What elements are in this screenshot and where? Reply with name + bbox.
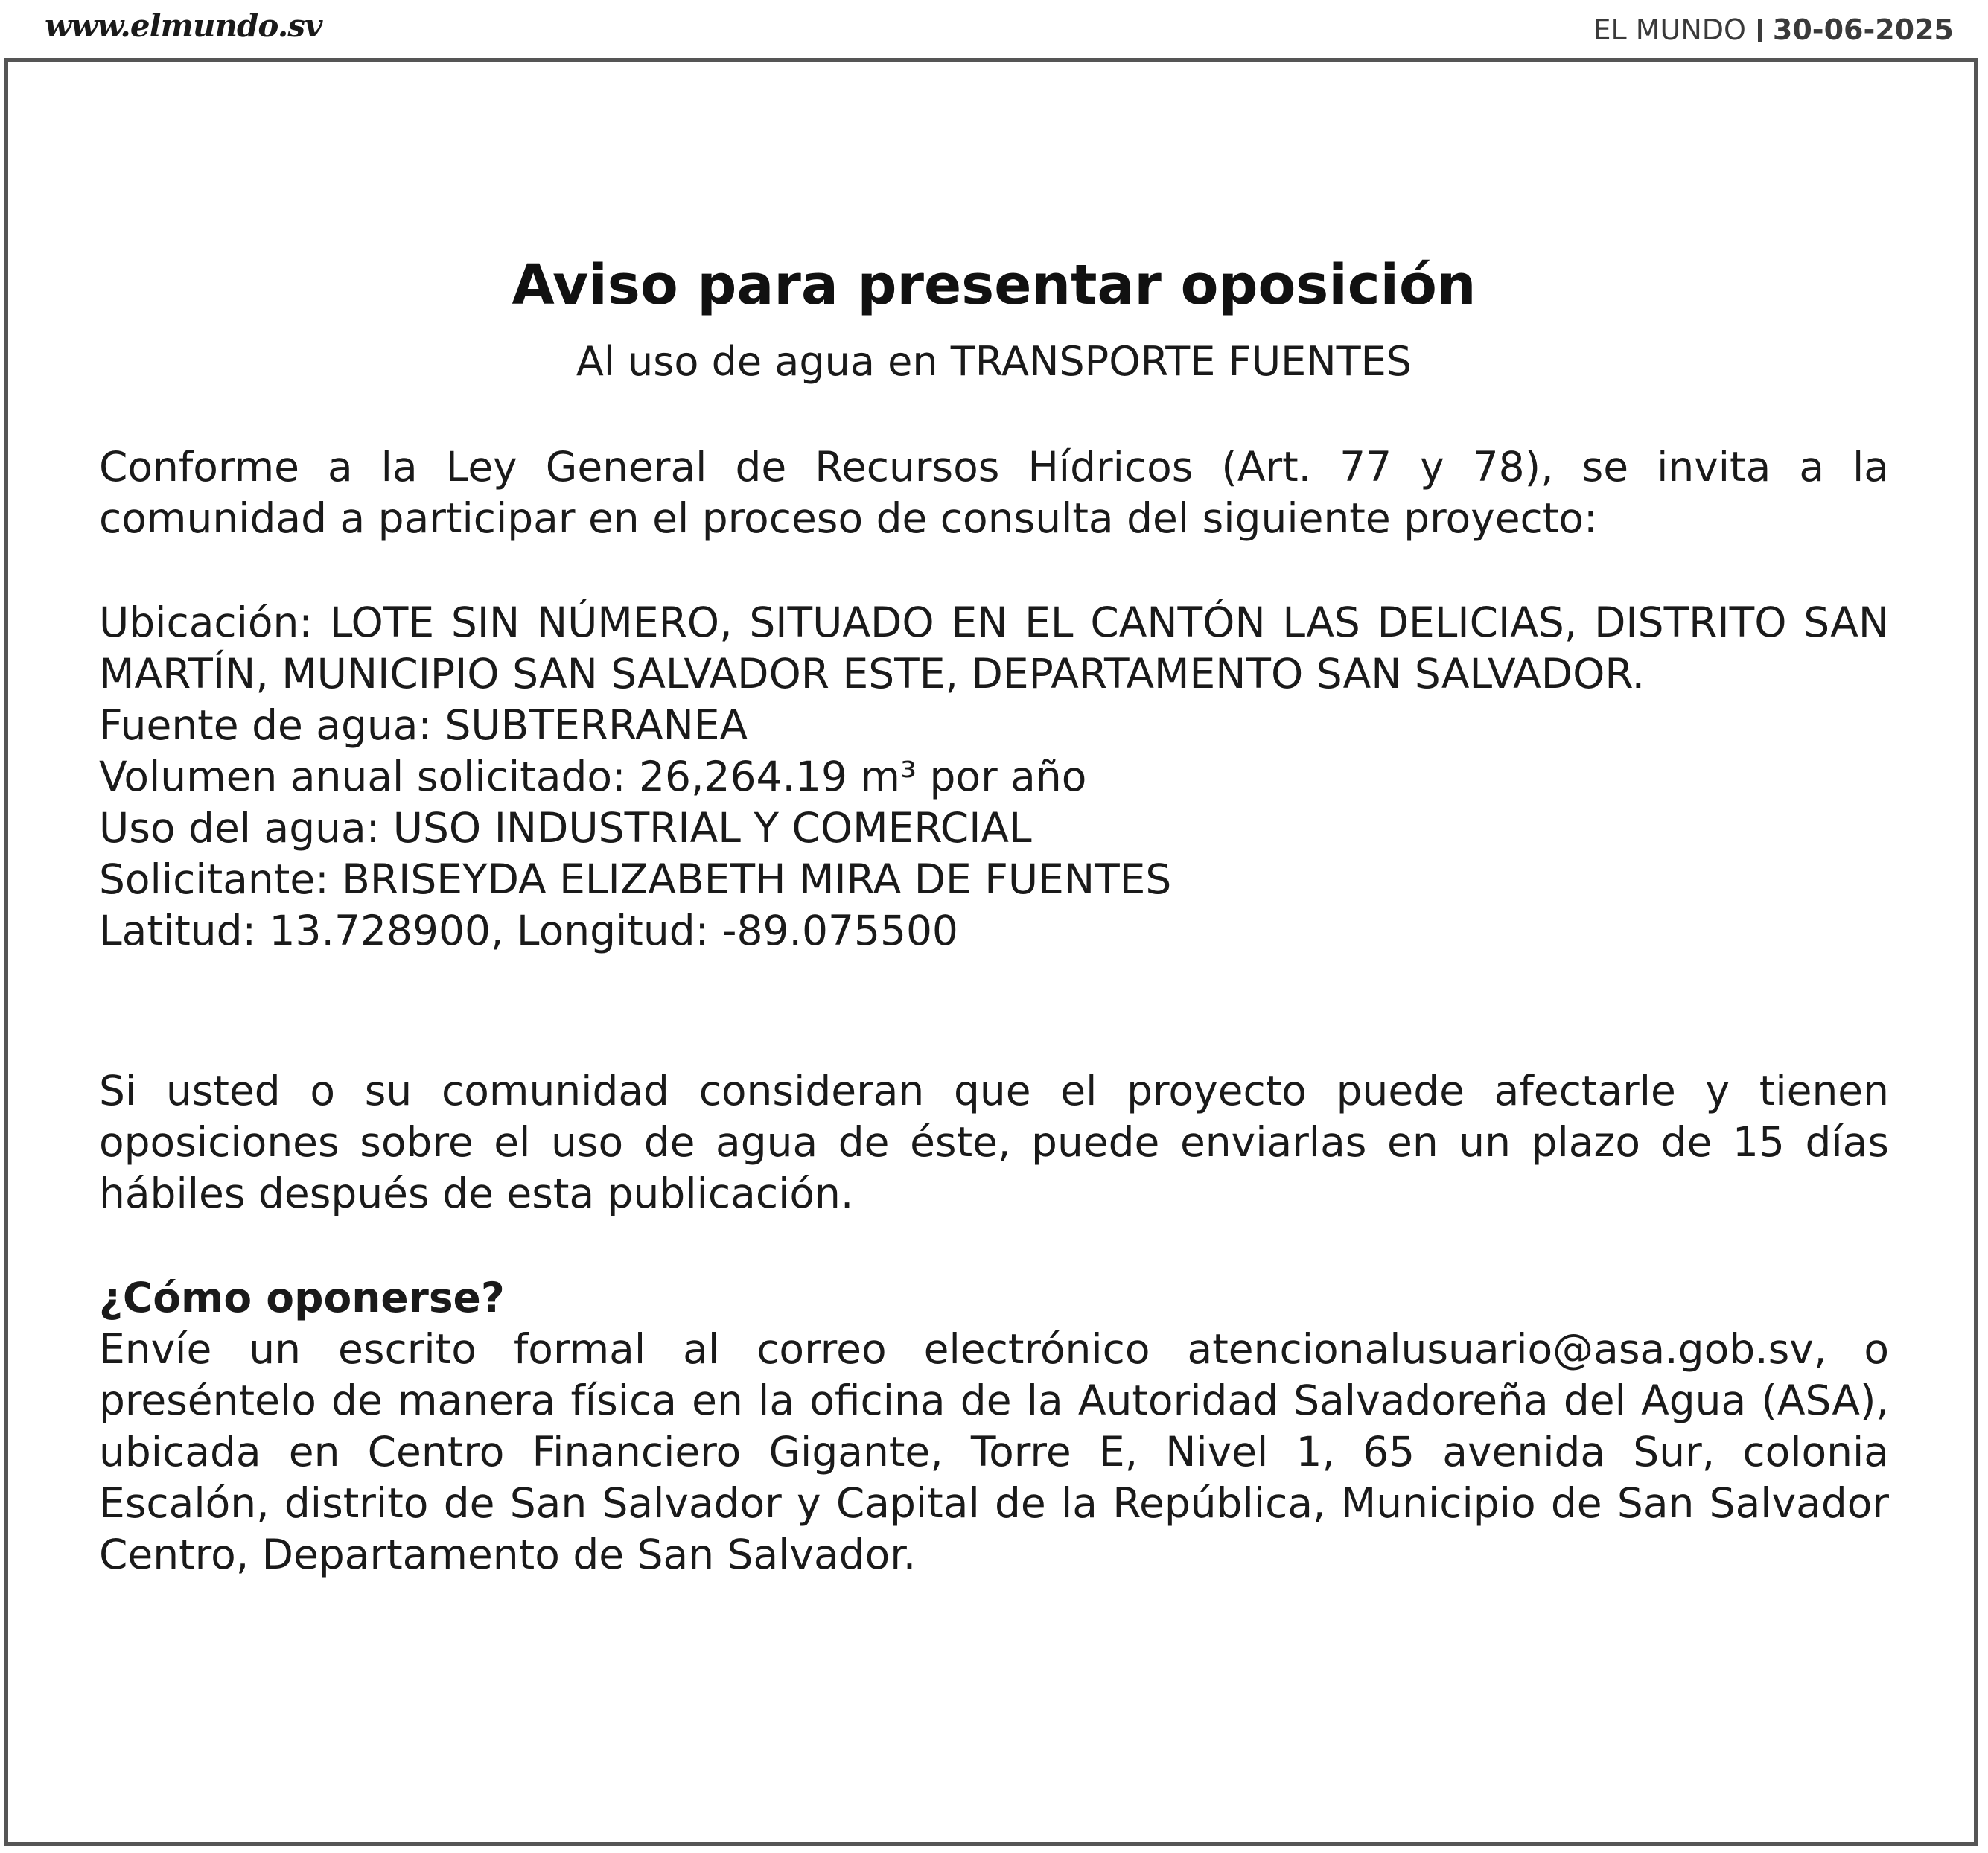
intro-paragraph: Conforme a la Ley General de Recursos Hídricos (Art. 77 y 78), se invita a la comunidad a participar en el proceso de consulta del siguiente proyecto: — [99, 443, 1889, 542]
notice-title: Aviso para presentar oposición — [512, 253, 1476, 317]
publication-name: EL MUNDO — [1593, 13, 1746, 46]
opposition-paragraph: Si usted o su comunidad consideran que el proyecto puede afectarle y tienen oposiciones sobre el uso de agua de éste, puede enviarlas en un plazo de 15 días hábiles después de esta publicación. — [99, 1067, 1889, 1217]
howto-heading: ¿Cómo oponerse? — [99, 1274, 505, 1321]
project-details — [99, 597, 1889, 957]
separator-bar — [1758, 19, 1762, 42]
annual-volume: Volumen anual solicitado: 26,264.19 m³ por año — [99, 753, 1087, 800]
notice-subtitle: Al uso de agua en TRANSPORTE FUENTES — [576, 338, 1412, 385]
publication-date: 30-06-2025 — [1772, 13, 1954, 46]
applicant: Solicitante: BRISEYDA ELIZABETH MIRA DE FUENTES — [99, 855, 1172, 903]
edition-info — [1593, 13, 1954, 46]
masthead — [0, 0, 1988, 58]
howto-section — [99, 1272, 1889, 1581]
water-source: Fuente de agua: SUBTERRANEA — [99, 701, 748, 749]
howto-paragraph: Envíe un escrito formal al correo electrónico atencionalusuario@asa.gob.sv, o preséntelo de manera física en la oficina de la Autoridad Salvadoreña del Agua (ASA), ubicada en Centro Financiero Gigante, Torre E, Nivel 1, 65 avenida Sur, colonia Escalón, distrito de San Salvador y Capital de la República, Municipio de San Salvador Centro, Departamento de San Salvador. — [99, 1325, 1889, 1578]
site-url: www.elmundo.sv — [45, 7, 322, 44]
coordinates: Latitud: 13.728900, Longitud: -89.075500 — [99, 907, 958, 954]
project-location: Ubicación: LOTE SIN NÚMERO, SITUADO EN EL CANTÓN LAS DELICIAS, DISTRITO SAN MARTÍN, MUNICIPIO SAN SALVADOR ESTE, DEPARTAMENTO SAN SALVADOR. — [99, 599, 1889, 698]
water-use: Uso del agua: USO INDUSTRIAL Y COMERCIAL — [99, 804, 1032, 852]
